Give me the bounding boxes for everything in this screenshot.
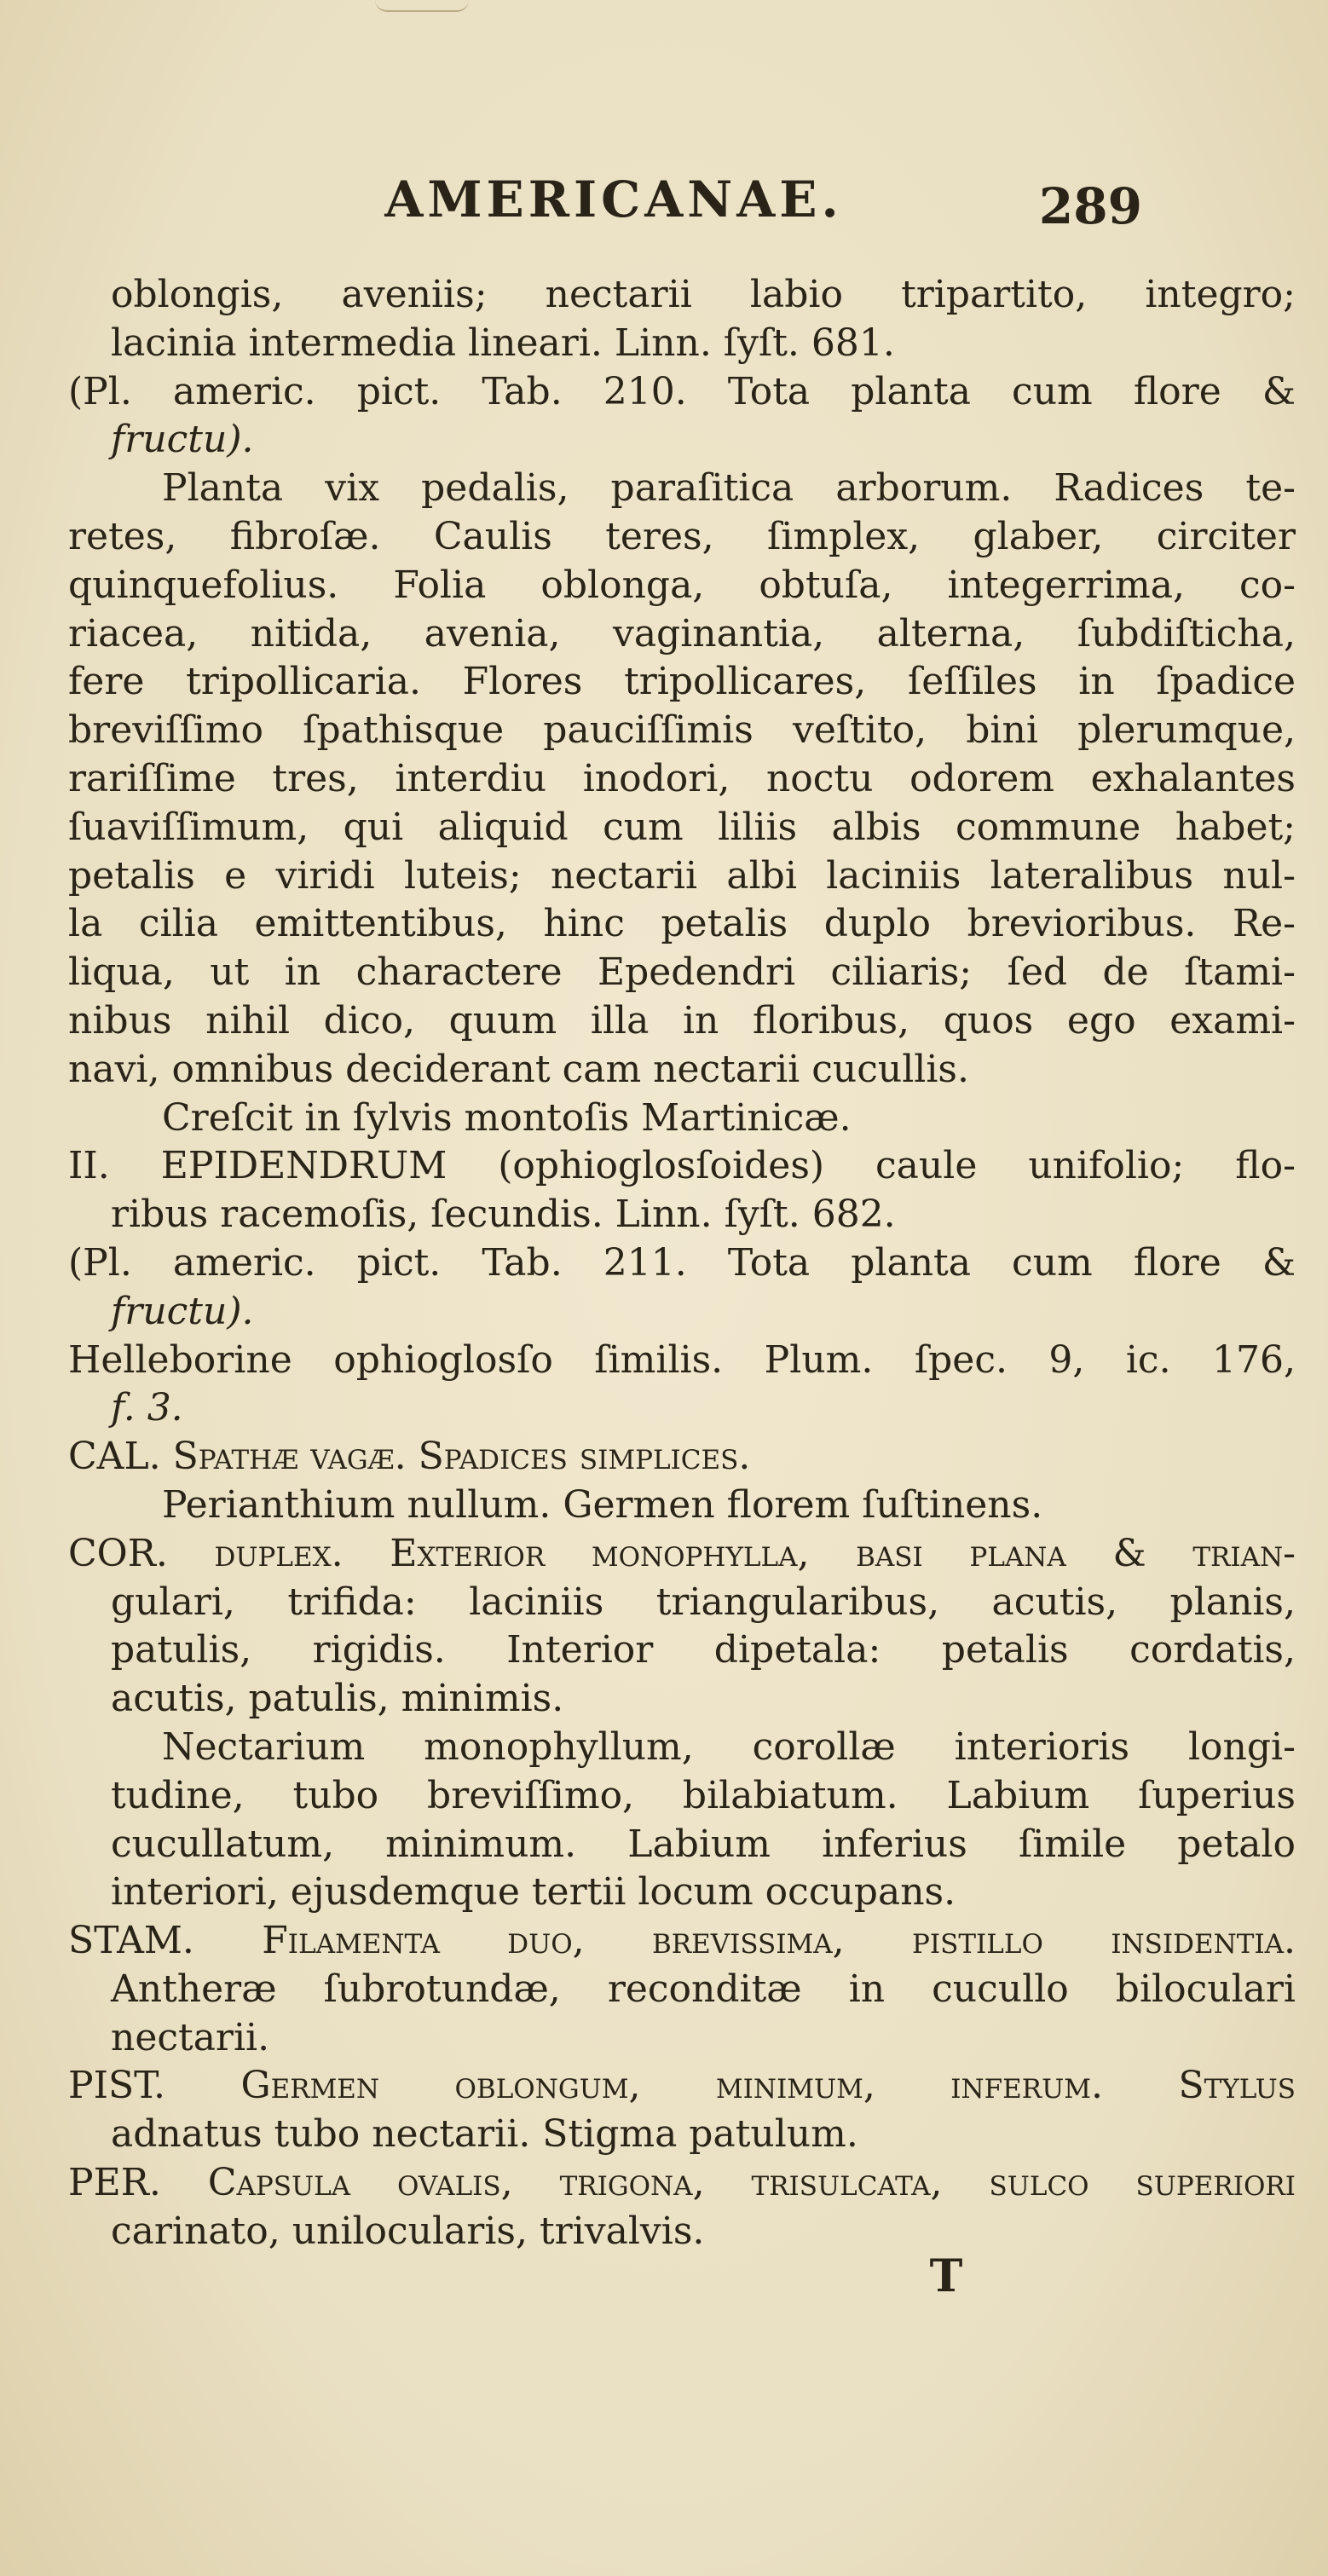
text-line: (Pl. americ. pict. Tab. 210. Tota planta cum flore & (68, 369, 1296, 413)
text-line: gulari, trifida: laciniis triangularibus, acutis, planis, (111, 1580, 1296, 1624)
text-line: fere tripollicaria. Flores tripollicares, ſeſſiles in ſpadice (68, 660, 1296, 704)
text-line: Helleborine ophioglosſo ſimilis. Plum. ſpec. 9, ic. 176, (68, 1337, 1296, 1382)
text-line: retes, fibroſæ. Caulis teres, ſimplex, glaber, circiter (68, 514, 1296, 558)
running-head: AMERICANAE. (384, 170, 843, 228)
text-line: CAL. Spathæ vagæ. Spadices ſimplices. (68, 1435, 751, 1479)
text-line: acutis, patulis, minimis. (111, 1677, 564, 1721)
text-line: fructu). (111, 418, 254, 462)
text-line: oblongis, aveniis; nectarii labio tripartito, integro; (111, 273, 1296, 316)
text-line: navi, omnibus deciderant cam nectarii cucullis. (68, 1047, 969, 1091)
text-line: Planta vix pedalis, paraſitica arborum. Radices te- (162, 466, 1296, 511)
text-line: quinquefolius. Folia oblonga, obtuſa, integerrima, co- (68, 563, 1296, 607)
text-line: PIST. Germen oblongum, minimum, inferum. Stylus (68, 2064, 1296, 2108)
text-line: II. EPIDENDRUM (ophioglosſoides) caule unifolio; flo- (68, 1144, 1296, 1188)
text-line: adnatus tubo nectarii. Stigma patulum. (111, 2112, 858, 2157)
text-line: patulis, rigidis. Interior dipetala: petalis cordatis, (111, 1628, 1296, 1672)
page-edge-mark (375, 0, 469, 12)
text-line: COR. duplex. Exterior monophylla, baſi plana & trian- (68, 1531, 1296, 1575)
text-line: tudine, tubo breviſſimo, bilabiatum. Labium ſuperius (111, 1773, 1296, 1817)
page-header (0, 170, 1328, 247)
page-number: 289 (1038, 177, 1142, 235)
text-line: STAM. Filamenta duo, breviſſima, piſtillo inſidentia. (68, 1919, 1296, 1963)
text-line: Perianthium nullum. Germen florem ſuſtinens. (162, 1482, 1043, 1527)
text-line: rariſſime tres, interdiu inodori, noctu odorem exhalantes (68, 756, 1296, 800)
text-body (68, 271, 1296, 2256)
text-line: fructu). (111, 1289, 254, 1333)
text-line: ſuaviſſimum, qui aliquid cum liliis albis commune habet; (68, 805, 1296, 849)
text-line: Creſcit in ſylvis montoſis Martinicæ. (162, 1095, 852, 1140)
text-line: la cilia emittentibus, hinc petalis duplo brevioribus. Re- (68, 902, 1296, 946)
text-line: f. 3. (111, 1386, 183, 1430)
text-line: breviſſimo ſpathisque pauciſſimis veſtito, bini plerumque, (68, 708, 1296, 753)
text-line: petalis e viridi luteis; nectarii albi laciniis lateralibus nul- (68, 853, 1296, 898)
text-line: lacinia intermedia lineari. Linn. ſyſt. 681. (111, 321, 895, 365)
text-line: ribus racemoſis, ſecundis. Linn. ſyſt. 682. (111, 1193, 896, 1237)
text-line: interiori, ejusdemque tertii locum occupans. (111, 1870, 956, 1915)
text-line: carinato, unilocularis, trivalvis. (111, 2209, 705, 2253)
signature-mark: T (929, 2250, 963, 2302)
text-line: nibus nihil dico, quum illa in floribus, quos ego exami- (68, 998, 1296, 1043)
text-line: riacea, nitida, avenia, vaginantia, alterna, ſubdiſticha, (68, 611, 1296, 656)
text-line: Antheræ ſubrotundæ, reconditæ in cucullo biloculari (111, 1967, 1296, 2011)
text-line: (Pl. americ. pict. Tab. 211. Tota planta cum flore & (68, 1240, 1296, 1285)
text-line: nectarii. (111, 2015, 270, 2059)
text-line: Nectarium monophyllum, corollæ interioris longi- (162, 1724, 1296, 1769)
text-line: PER. Capſula ovalis, trigona, triſulcata, ſulco ſuperiori (68, 2161, 1296, 2205)
text-line: cucullatum, minimum. Labium inferius ſimile petalo (111, 1822, 1296, 1866)
text-line: liqua, ut in charactere Epedendri ciliaris; ſed de ſtami- (68, 950, 1296, 995)
